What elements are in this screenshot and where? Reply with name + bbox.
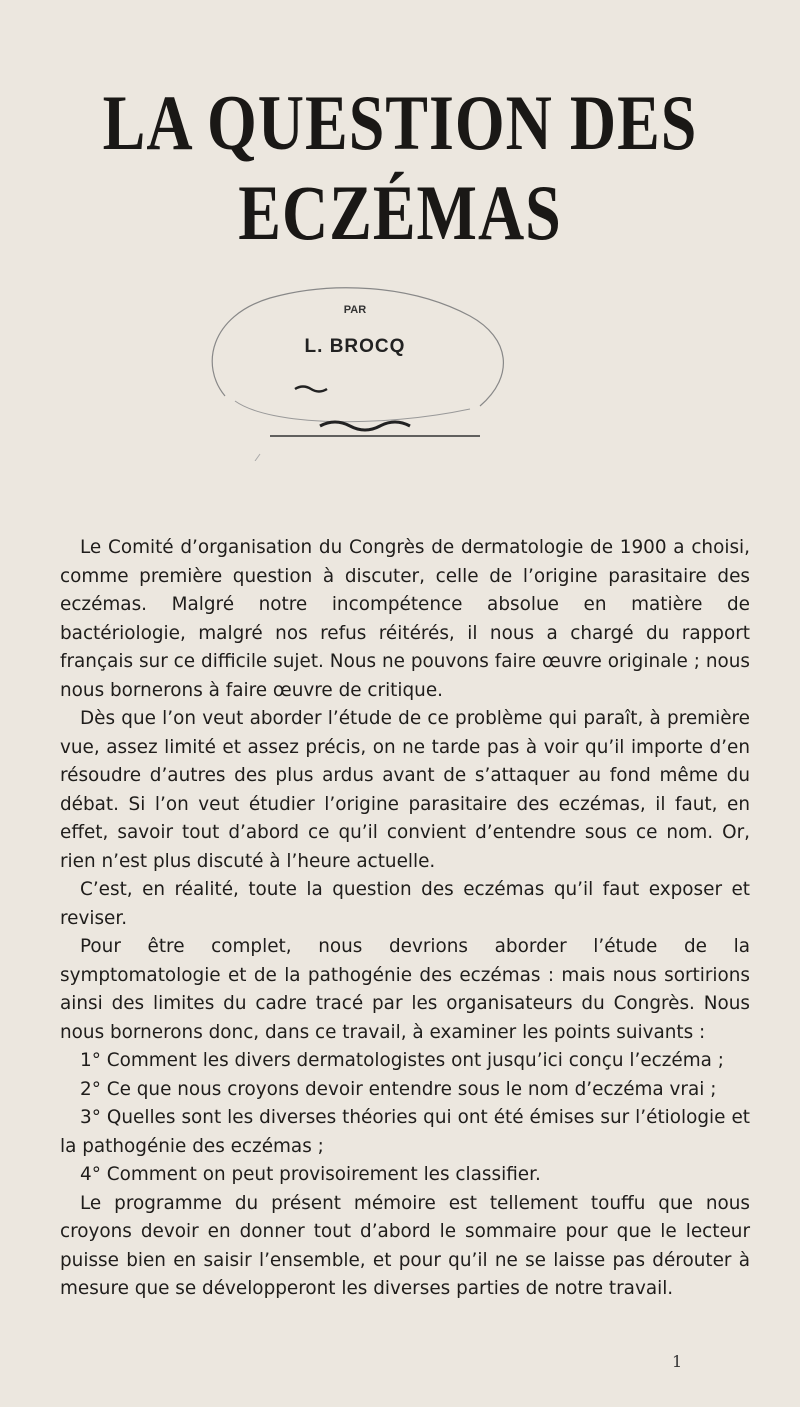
page-title: LA QUESTION DES ECZÉMAS (102, 79, 698, 257)
author-name: L. BROCQ (304, 336, 406, 357)
body-text (60, 534, 750, 1304)
list-item: 1° Comment les divers dermatologistes ont jusqu’ici conçu l’eczéma ; (80, 1050, 724, 1071)
paragraph: Pour être complet, nous devrions aborder l’étude de la symptomatologie et de la pathogénie des eczémas : mais nous sortirions ainsi des limites du cadre tracé par les organisateurs du Congrès. Nous nous bornerons donc, dans ce travail, à examiner les points suivants : (60, 936, 750, 1043)
byline: PAR (343, 304, 367, 316)
paragraph: Dès que l’on veut aborder l’étude de ce problème qui paraît, à première vue, assez limité et assez précis, on ne tarde pas à voir qu’il importe d’en résoudre d’autres des plus ardus avant de s’attaquer au fond même du débat. Si l’on veut étudier l’origine parasitaire des eczémas, il faut, en effet, savoir tout d’abord ce qu’il convient d’entendre sous ce nom. Or, rien n’est plus discuté à l’heure actuelle. (60, 708, 750, 872)
list-item: 2° Ce que nous croyons devoir entendre sous le nom d’eczéma vrai ; (80, 1078, 717, 1100)
paragraph: Le Comité d’organisation du Congrès de dermatologie de 1900 a choisi, comme première question à discuter, celle de l’origine parasitaire des eczémas. Malgré notre incompétence absolue en matière de bactériologie, malgré nos refus réitérés, il nous a chargé du rapport français sur ce difficile sujet. Nous ne pouvons faire œuvre originale ; nous nous bornerons à faire œuvre de critique. (60, 537, 750, 701)
list-item: 4° Comment on peut provisoirement les classifier. (80, 1164, 541, 1185)
page-number: 1 (672, 1352, 683, 1371)
library-stamp (180, 276, 530, 461)
paragraph: C’est, en réalité, toute la question des eczémas qu’il faut exposer et reviser. (60, 879, 750, 929)
list-item: 3° Quelles sont les diverses théories qui ont été émises sur l’étiologie et la pathogénie des eczémas ; (60, 1107, 750, 1157)
paragraph: Le programme du présent mémoire est tellement touffu que nous croyons devoir en donner tout d’abord le sommaire pour que le lecteur puisse bien en saisir l’ensemble, et pour qu’il ne se laisse pas dérouter à mesure que se développeront les diverses parties de notre travail. (60, 1192, 750, 1299)
